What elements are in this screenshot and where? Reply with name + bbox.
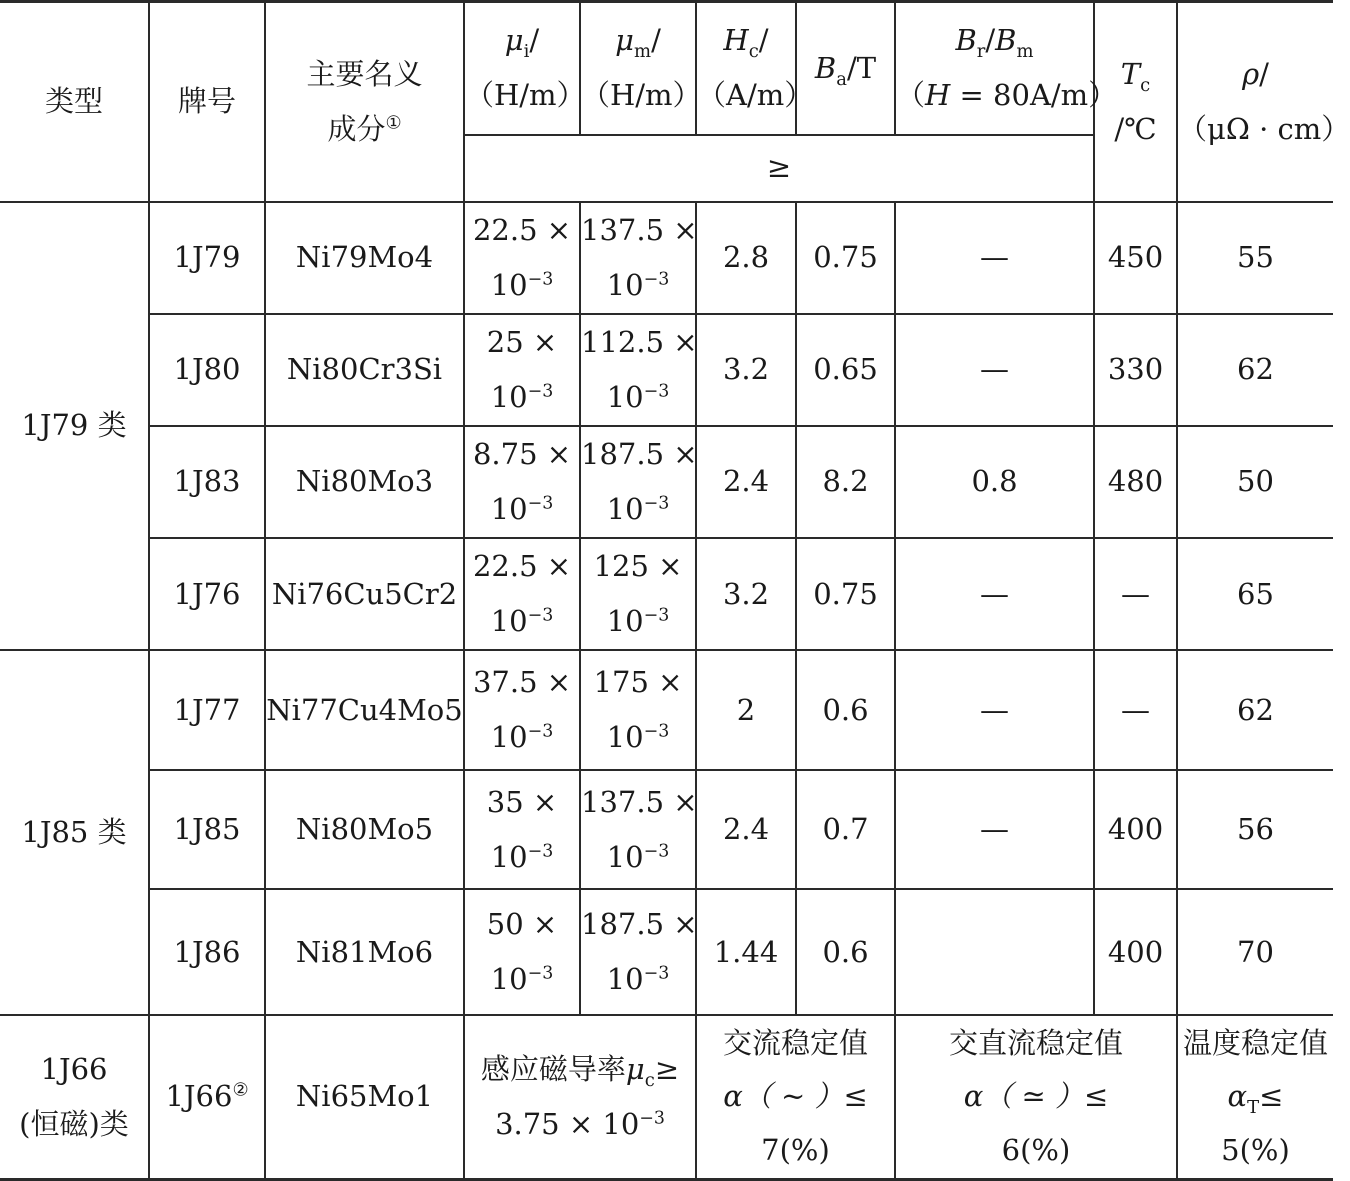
table-row <box>0 889 1333 1015</box>
cell-br-bm <box>895 889 1094 1015</box>
cell-mu-m: 175 × $10^{-3}$ <box>580 650 696 770</box>
footnote-2: ② <box>232 1079 249 1101</box>
cell-ba: 0.75 <box>796 538 895 650</box>
cell-br-bm: — <box>895 202 1094 314</box>
table-row <box>0 202 1333 314</box>
cell-tc: 400 <box>1094 770 1177 889</box>
cell-composition: Ni80Mo3 <box>265 426 464 538</box>
cell-rho: 62 <box>1177 650 1333 770</box>
cell-composition: Ni79Mo4 <box>265 202 464 314</box>
cell-rho: 50 <box>1177 426 1333 538</box>
cell-mu-i: 25 × $10^{-3}$ <box>464 314 580 426</box>
cell-composition: Ni80Cr3Si <box>265 314 464 426</box>
table-row <box>0 770 1333 889</box>
cell-br-bm: — <box>895 538 1094 650</box>
cell-grade: 1J80 <box>149 314 265 426</box>
cell-mu-i: 8.75 × $10^{-3}$ <box>464 426 580 538</box>
table-row <box>0 538 1333 650</box>
cell-mu-m: 187.5 × $10^{-3}$ <box>580 889 696 1015</box>
cell-composition: Ni65Mo1 <box>265 1015 464 1179</box>
cell-mu-m: 112.5 × $10^{-3}$ <box>580 314 696 426</box>
cell-mu-m: 137.5 × $10^{-3}$ <box>580 770 696 889</box>
header-mu-i: $\mu_i/$ （H/m） <box>464 2 580 135</box>
cell-temperature-stability: 温度稳定值 $\alpha_T\le$ 5(%) <box>1177 1015 1333 1179</box>
cell-ba: 0.6 <box>796 889 895 1015</box>
table-row <box>0 650 1333 770</box>
header-ba: $B_a/T$ <box>796 2 895 135</box>
table-row-1j66 <box>0 1015 1333 1179</box>
cell-tc: 480 <box>1094 426 1177 538</box>
cell-mu-i: 22.5 × $10^{-3}$ <box>464 538 580 650</box>
cell-br-bm: 0.8 <box>895 426 1094 538</box>
cell-hc: 2.4 <box>696 770 796 889</box>
cell-hc: 1.44 <box>696 889 796 1015</box>
cell-rho: 70 <box>1177 889 1333 1015</box>
cell-tc: 330 <box>1094 314 1177 426</box>
cell-mu-m: 137.5 × $10^{-3}$ <box>580 202 696 314</box>
cell-grade: 1J76 <box>149 538 265 650</box>
cell-ba: 0.75 <box>796 202 895 314</box>
cell-mu-i: 37.5 × $10^{-3}$ <box>464 650 580 770</box>
header-minimum-symbol: ≥ <box>464 135 1094 202</box>
cell-grade: 1J83 <box>149 426 265 538</box>
cell-hc: 2.4 <box>696 426 796 538</box>
header-tc: $T_c$ /℃ <box>1094 2 1177 202</box>
cell-hc: 3.2 <box>696 314 796 426</box>
cell-hc: 2 <box>696 650 796 770</box>
cell-ba: 8.2 <box>796 426 895 538</box>
header-br-bm: $B_r/B_m$ （H = 80A/m） <box>895 2 1094 135</box>
cell-composition: Ni76Cu5Cr2 <box>265 538 464 650</box>
cell-grade: 1J85 <box>149 770 265 889</box>
group-1j66: 1J66 (恒磁)类 <box>0 1015 149 1179</box>
cell-grade: 1J77 <box>149 650 265 770</box>
header-mu-m: $\mu_m/$ （H/m） <box>580 2 696 135</box>
table-row <box>0 426 1333 538</box>
cell-tc: 450 <box>1094 202 1177 314</box>
cell-mu-i: 50 × $10^{-3}$ <box>464 889 580 1015</box>
header-hc: $H_c/$ （A/m） <box>696 2 796 135</box>
cell-rho: 55 <box>1177 202 1333 314</box>
footnote-1: ① <box>385 112 402 134</box>
header-rho: ρ/ （μΩ · cm） <box>1177 2 1333 202</box>
cell-mu-m: 125 × $10^{-3}$ <box>580 538 696 650</box>
cell-tc: — <box>1094 650 1177 770</box>
cell-grade: 1J66② <box>149 1015 265 1179</box>
cell-ba: 0.7 <box>796 770 895 889</box>
header-grade: 牌号 <box>149 2 265 202</box>
table-row <box>0 314 1333 426</box>
group-1j79: 1J79 类 <box>0 202 149 651</box>
cell-grade: 1J79 <box>149 202 265 314</box>
cell-composition: Ni77Cu4Mo5 <box>265 650 464 770</box>
cell-induction-permeability: 感应磁导率$\mu_c\ge$ $3.75 \times 10^{-3}$ <box>464 1015 696 1179</box>
cell-composition: Ni81Mo6 <box>265 889 464 1015</box>
cell-mu-i: 35 × $10^{-3}$ <box>464 770 580 889</box>
group-1j85: 1J85 类 <box>0 650 149 1015</box>
cell-mu-m: 187.5 × $10^{-3}$ <box>580 426 696 538</box>
cell-br-bm: — <box>895 770 1094 889</box>
cell-ac-stability: 交流稳定值 α（ ~ ）≤ 7(%) <box>696 1015 895 1179</box>
cell-ba: 0.6 <box>796 650 895 770</box>
header-type: 类型 <box>0 2 149 202</box>
cell-ba: 0.65 <box>796 314 895 426</box>
cell-hc: 2.8 <box>696 202 796 314</box>
cell-rho: 56 <box>1177 770 1333 889</box>
cell-rho: 65 <box>1177 538 1333 650</box>
cell-grade: 1J86 <box>149 889 265 1015</box>
cell-tc: 400 <box>1094 889 1177 1015</box>
cell-rho: 62 <box>1177 314 1333 426</box>
cell-br-bm: — <box>895 650 1094 770</box>
cell-hc: 3.2 <box>696 538 796 650</box>
cell-acdc-stability: 交直流稳定值 α（ ≃ ）≤ 6(%) <box>895 1015 1177 1179</box>
cell-tc: — <box>1094 538 1177 650</box>
header-row <box>0 2 1333 135</box>
header-composition: 主要名义 成分① <box>265 2 464 202</box>
cell-composition: Ni80Mo5 <box>265 770 464 889</box>
cell-mu-i: 22.5 × $10^{-3}$ <box>464 202 580 314</box>
cell-br-bm: — <box>895 314 1094 426</box>
